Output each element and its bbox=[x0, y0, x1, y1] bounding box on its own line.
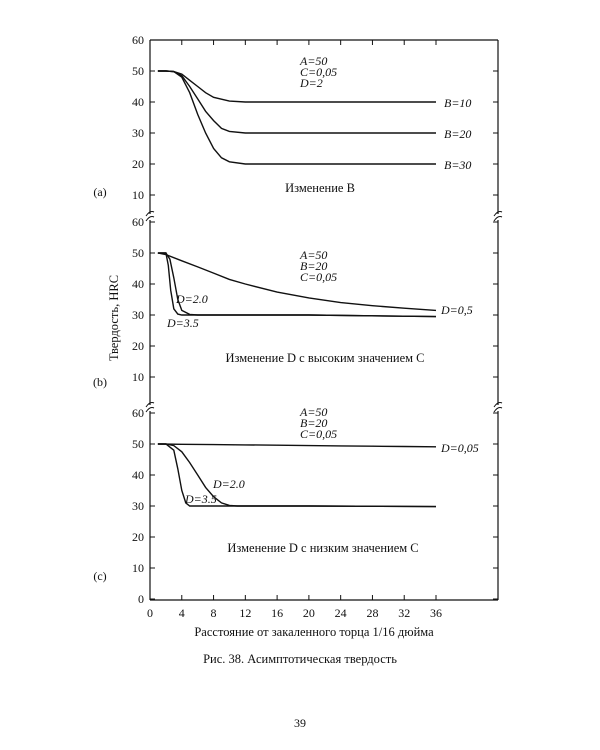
series-label: D=0,05 bbox=[441, 441, 479, 455]
page-number: 39 bbox=[294, 716, 306, 730]
y-tick-label: 10 bbox=[132, 561, 144, 575]
series-line-B=30 bbox=[158, 71, 436, 164]
series-label: D=3.5 bbox=[185, 492, 217, 506]
y-tick-label: 10 bbox=[132, 188, 144, 202]
y-tick-label: 0 bbox=[138, 592, 144, 606]
series-line-B=10 bbox=[158, 71, 436, 102]
series-label: B=30 bbox=[444, 158, 472, 172]
x-axis-label: Расстояние от закаленного торца 1/16 дюйма bbox=[194, 625, 434, 639]
parameter-label: C=0,05 bbox=[300, 65, 338, 79]
x-tick-label: 32 bbox=[398, 606, 411, 620]
series-line-D=0.05 bbox=[158, 444, 436, 447]
y-tick-label: 30 bbox=[132, 308, 144, 322]
x-tick-label: 0 bbox=[147, 606, 153, 620]
x-tick-label: 20 bbox=[302, 606, 315, 620]
y-tick-label: 60 bbox=[132, 406, 144, 420]
y-tick-label: 50 bbox=[132, 64, 144, 78]
parameter-label: B=20 bbox=[300, 416, 328, 430]
y-tick-label: 50 bbox=[132, 437, 144, 451]
y-axis-label: Твердость, HRC bbox=[107, 274, 121, 362]
x-tick-label: 24 bbox=[334, 606, 347, 620]
parameter-label: A=50 bbox=[300, 248, 328, 262]
y-tick-label: 60 bbox=[132, 33, 144, 47]
parameter-label: C=0,05 bbox=[300, 270, 338, 284]
x-tick-label: 28 bbox=[366, 606, 379, 620]
panel-title: Изменение D с высоким значением C bbox=[225, 351, 425, 365]
y-tick-label: 20 bbox=[132, 530, 144, 544]
x-tick-label: 4 bbox=[178, 606, 185, 620]
y-tick-label: 30 bbox=[132, 499, 144, 513]
series-label: D=0,5 bbox=[441, 303, 473, 317]
x-tick-label: 16 bbox=[271, 606, 284, 620]
panel-tag: (c) bbox=[93, 569, 107, 583]
y-tick-label: 40 bbox=[132, 468, 144, 482]
y-tick-label: 40 bbox=[132, 95, 144, 109]
panel-tag: (b) bbox=[93, 375, 107, 389]
y-tick-label: 30 bbox=[132, 126, 144, 140]
y-tick-label: 10 bbox=[132, 370, 144, 384]
parameter-label: A=50 bbox=[300, 54, 328, 68]
y-tick-label: 40 bbox=[132, 277, 144, 291]
y-tick-label: 60 bbox=[132, 215, 144, 229]
series-label: B=10 bbox=[444, 96, 472, 110]
y-tick-label: 20 bbox=[132, 157, 144, 171]
parameter-label: D=2 bbox=[300, 76, 323, 90]
y-tick-label: 20 bbox=[132, 339, 144, 353]
figure-caption: Рис. 38. Асимптотическая твердость bbox=[203, 652, 397, 666]
series-label: D=2.0 bbox=[176, 292, 208, 306]
x-tick-label: 36 bbox=[430, 606, 442, 620]
x-tick-label: 8 bbox=[210, 606, 217, 620]
parameter-label: A=50 bbox=[300, 405, 328, 419]
panel-title: Изменение B bbox=[285, 181, 355, 195]
panel-tag: (a) bbox=[93, 185, 107, 199]
parameter-label: B=20 bbox=[300, 259, 328, 273]
x-tick-label: 12 bbox=[239, 606, 252, 620]
series-label: B=20 bbox=[444, 127, 472, 141]
parameter-label: C=0,05 bbox=[300, 427, 338, 441]
series-label: D=3.5 bbox=[167, 316, 199, 330]
panel-title: Изменение D с низким значением C bbox=[227, 541, 419, 555]
y-tick-label: 50 bbox=[132, 246, 144, 260]
series-label: D=2.0 bbox=[213, 477, 245, 491]
